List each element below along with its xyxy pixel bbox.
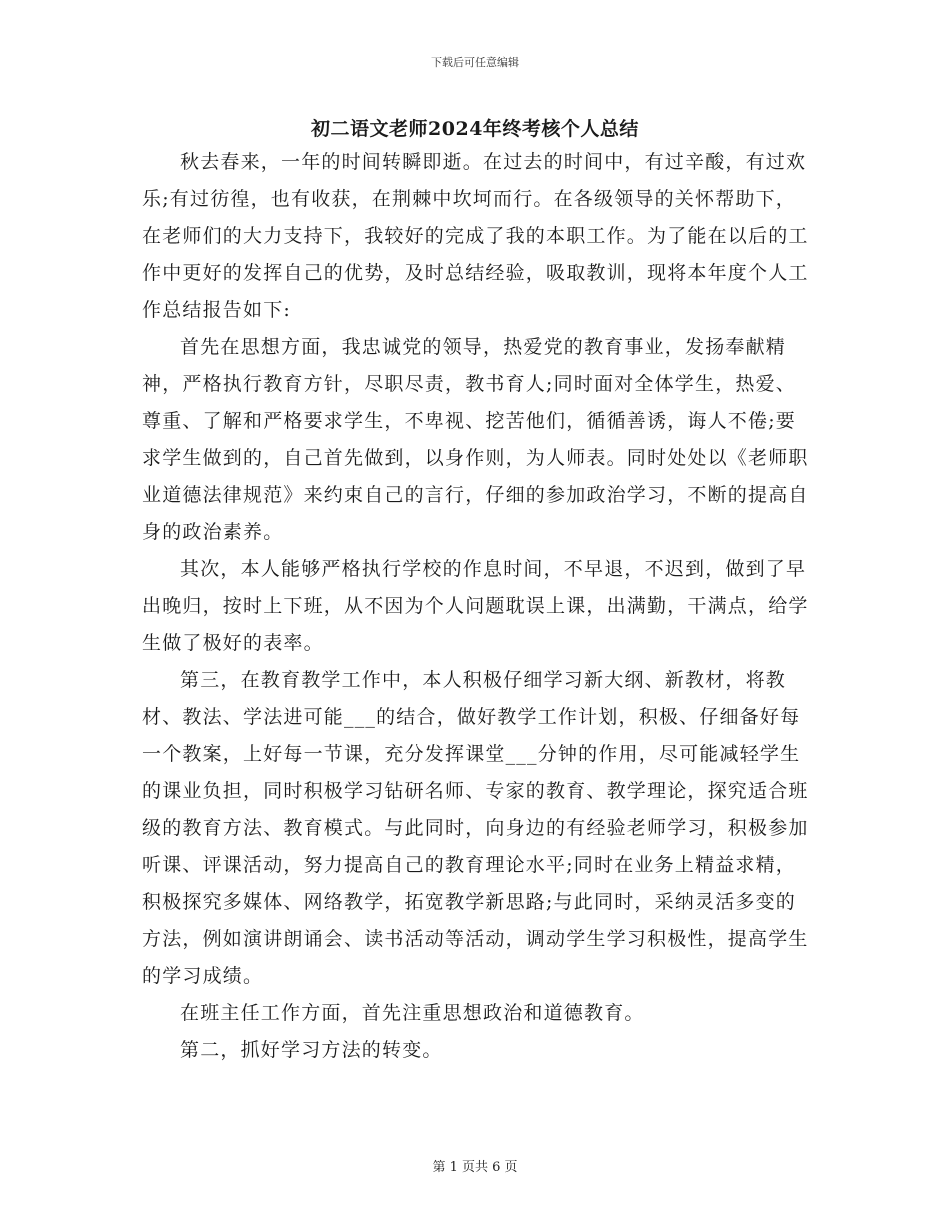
paragraph-teaching: 第三，在教育教学工作中，本人积极仔细学习新大纲、新教材，将教材、教法、学法进可能___的结合，做好教学工作计划，积极、仔细备好每一个教案，上好每一节课，充分发挥课堂___分钟的作用，尽可能减轻学生的课业负担，同时积极学习钻研名师、专家的教育、教学理论，探究适合班级的教育方法、教育模式。与此同时，向身边的有经验老师学习，积极参加听课、评课活动，努力提高自己的教育理论水平;同时在业务上精益求精，积极探究多媒体、网络教学，拓宽教学新思路;与此同时，采纳灵活多变的方法，例如演讲朗诵会、读书活动等活动，调动学生学习积极性，提高学生的学习成绩。 bbox=[142, 669, 809, 987]
page-footer: 第 1 页共 6 页 bbox=[432, 1160, 518, 1175]
paragraph-ideology: 首先在思想方面，我忠诚党的领导，热爱党的教育事业，发扬奉献精神，严格执行教育方针，尽职尽责，教书育人;同时面对全体学生，热爱、尊重、了解和严格要求学生，不卑视、挖苦他们，循循善诱，诲人不倦;要求学生做到的，自己首先做到，以身作则，为人师表。同时处处以《老师职业道德法律规范》来约束自己的言行，仔细的参加政治学习，不断的提高自身的政治素养。 bbox=[142, 336, 809, 543]
paragraph-study-methods: 第二，抓好学习方法的转变。 bbox=[180, 1039, 443, 1061]
paragraph-intro: 秋去春来，一年的时间转瞬即逝。在过去的时间中，有过辛酸，有过欢乐;有过彷徨，也有收获，在荆棘中坎坷而行。在各级领导的关怀帮助下，在老师们的大力支持下，我较好的完成了我的本职工作。为了能在以后的工作中更好的发挥自己的优势，及时总结经验，吸取教训，现将本年度个人工作总结报告如下: bbox=[142, 151, 809, 321]
document-title: 初二语文老师2024年终考核个人总结 bbox=[311, 118, 639, 140]
header-note: 下载后可任意编辑 bbox=[431, 56, 519, 69]
document-body bbox=[142, 144, 814, 1069]
paragraph-class-teacher: 在班主任工作方面，首先注重思想政治和道德教育。 bbox=[180, 1002, 645, 1024]
paragraph-attendance: 其次，本人能够严格执行学校的作息时间，不早退，不迟到，做到了早出晚归，按时上下班，从不因为个人问题耽误上课，出满勤，干满点，给学生做了极好的表率。 bbox=[142, 558, 809, 654]
